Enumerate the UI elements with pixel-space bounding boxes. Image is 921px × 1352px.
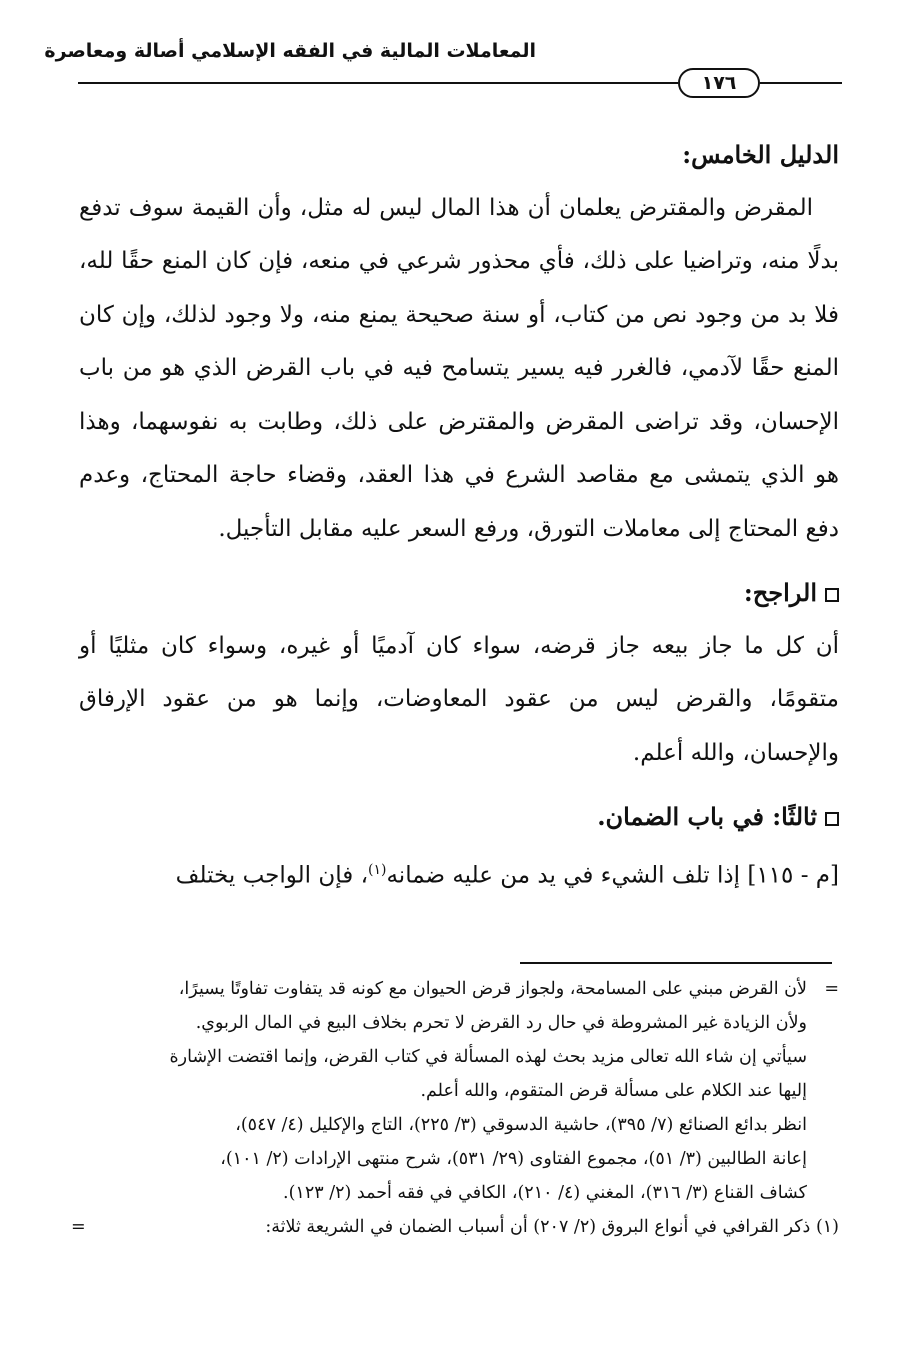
paragraph-fifth-evidence: المقرض والمقترض يعلمان أن هذا المال ليس له مثل، وأن القيمة سوف تدفع بدلًا منه، وتراضيا على ذلك، فأي محذور شرعي في منعه، فإن كان المنع حقًا لله، فلا بد من وجود نص من كتاب، أو سنة صحيحة يمنع منه، ولا وجود لذلك، وإن كان المنع حقًا لآدمي، فالغرر فيه يسير يتسامح فيه في باب القرض الذي هو من باب الإحسان، وقد تراضى المقرض والمقترض على ذلك، وطابت به نفوسهما، وهذا هو الذي يتمشى مع مقاصد الشرع في هذا العقد، وقضاء حاجة المحتاج، وعدم دفع المحتاج إلى معاملات التورق، ورفع السعر عليه مقابل التأجيل. [79, 194, 839, 542]
heading-label: الراجح: [743, 578, 817, 607]
section-heading-third [79, 790, 839, 844]
header-rule [760, 82, 842, 84]
main-text [79, 128, 839, 903]
footnote-reference-line: كشاف القناع (٣/ ٣١٦)، المغني (٤/ ٢١٠)، الكافي في فقه أحمد (٢/ ١٢٣). [283, 1183, 807, 1203]
footnote-text: ذكر القرافي في أنواع البروق (٢/ ٢٠٧) أن أسباب الضمان في الشريعة ثلاثة: [265, 1217, 811, 1237]
footnotes [71, 972, 839, 1244]
continuation-mark: = [824, 979, 839, 999]
issue-text-end: ، فإن الواجب يختلف [175, 862, 368, 889]
header-rule [78, 82, 678, 84]
footnote-continuation [79, 972, 839, 1210]
footnote-separator [520, 962, 832, 964]
square-bullet-icon [825, 588, 839, 602]
square-bullet-icon [825, 812, 839, 826]
paragraph-third-start [79, 844, 839, 903]
running-header-title: المعاملات المالية في الفقه الإسلامي أصالة ومعاصرة [44, 40, 536, 62]
footnote-reference-line: انظر بدائع الصنائع (٧/ ٣٩٥)، حاشية الدسوقي (٣/ ٢٢٥)، التاج والإكليل (٤/ ٥٤٧)، [235, 1115, 807, 1135]
continuation-mark: = [71, 1217, 86, 1237]
heading-label: ثالثًا: في باب الضمان. [597, 802, 817, 831]
section-heading-fifth-evidence: الدليل الخامس: [682, 140, 839, 169]
paragraph-preferred: أن كل ما جاز بيعه جاز قرضه، سواء كان آدميًا أو غيره، وسواء كان مثليًا أو متقومًا، والقرض ليس من عقود المعاوضات، وإنما هو من عقود الإرفاق والإحسان، والله أعلم. [79, 632, 839, 766]
footnote-line: ولأن الزيادة غير المشروطة في حال رد القرض لا تحرم بخلاف البيع في المال الربوي. [195, 1013, 807, 1033]
page-number: ١٧٦ [678, 68, 760, 98]
section-heading-preferred [79, 566, 839, 620]
footnote-line: سيأتي إن شاء الله تعالى مزيد بحث لهذه المسألة في كتاب القرض، وإنما اقتضت الإشارة [169, 1047, 807, 1067]
footnote-1 [71, 1210, 839, 1244]
footnote-line: إليها عند الكلام على مسألة قرض المتقوم، والله أعلم. [420, 1081, 807, 1101]
footnote-reference[interactable]: (١) [368, 861, 387, 878]
footnote-line: لأن القرض مبني على المسامحة، ولجواز قرض الحيوان مع كونه قد يتفاوت تفاوتًا يسيرًا، [178, 979, 807, 999]
footnote-reference-line: إعانة الطالبين (٣/ ٥١)، مجموع الفتاوى (٢٩/ ٥٣١)، شرح منتهى الإرادات (٢/ ١٠١)، [220, 1149, 807, 1169]
issue-text: [م - ١١٥] إذا تلف الشيء في يد من عليه ضمانه [386, 862, 839, 889]
footnote-number: (١) [815, 1217, 839, 1237]
